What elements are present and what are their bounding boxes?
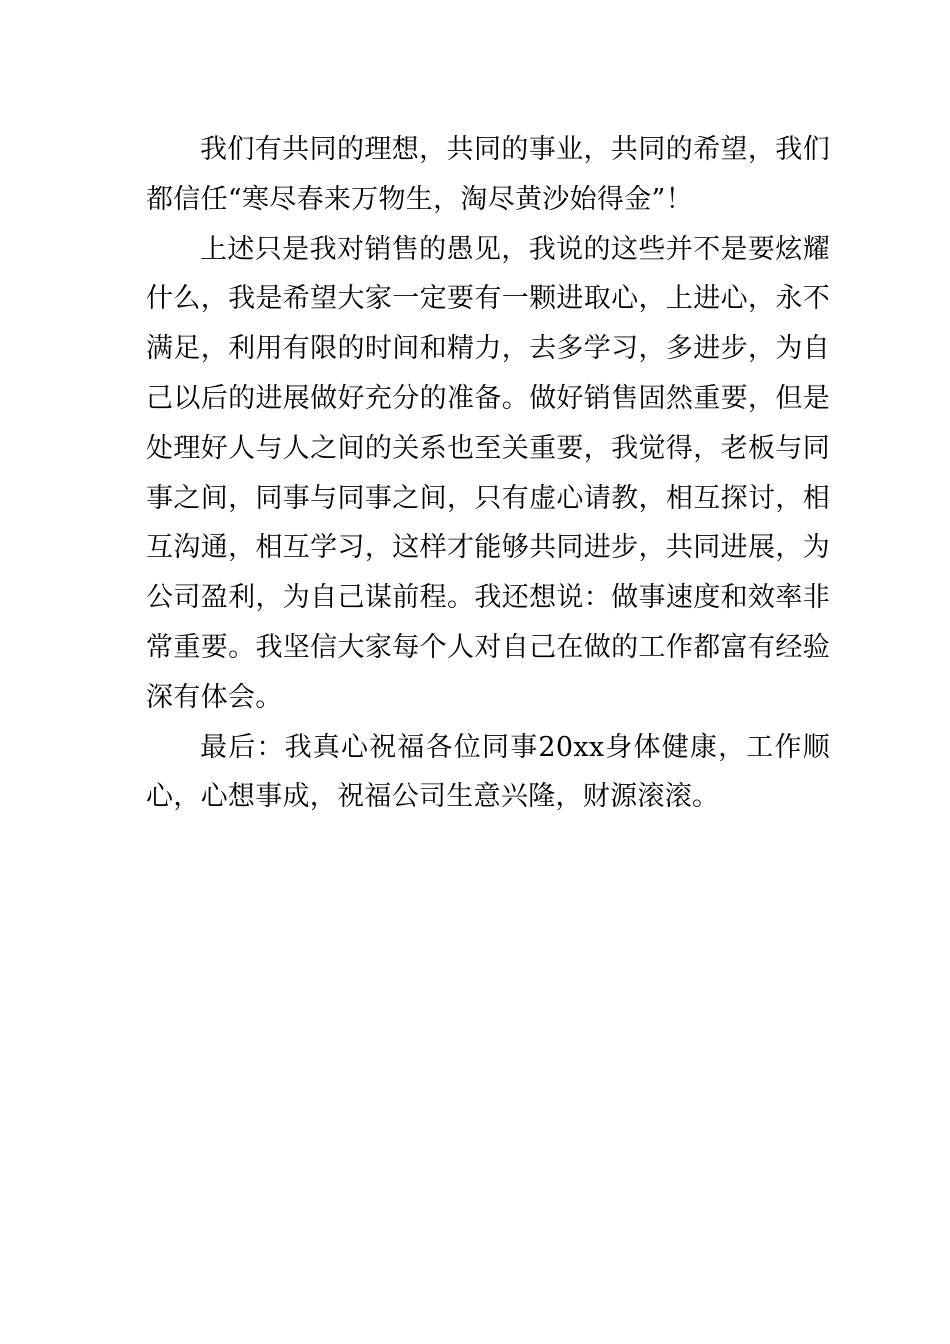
paragraph-closing-wishes: 最后：我真心祝福各位同事20xx身体健康，工作顺心，心想事成，祝福公司生意兴隆，财源滚滚。: [146, 731, 830, 813]
paragraph-sales-opinion: 上述只是我对销售的愚见，我说的这些并不是要炫耀什么，我是希望大家一定要有一颗进取心，上进心，永不满足，利用有限的时间和精力，去多学习，多进步，为自己以后的进展做好充分的准备。做好销售固然重要，但是处理好人与人之间的关系也至关重要，我觉得，老板与同事之间，同事与同事之间，只有虚心请教，相互探讨，相互沟通，相互学习，这样才能够共同进步，共同进展，为公司盈利，为自己谋前程。我还想说：做事速度和效率非常重要。我坚信大家每个人对自己在做的工作都富有经验深有体会。: [146, 233, 830, 713]
document-body: [146, 125, 830, 822]
paragraph-shared-ideals: 我们有共同的理想，共同的事业，共同的希望，我们都信任“寒尽春来万物生，淘尽黄沙始得金”！: [146, 134, 830, 215]
